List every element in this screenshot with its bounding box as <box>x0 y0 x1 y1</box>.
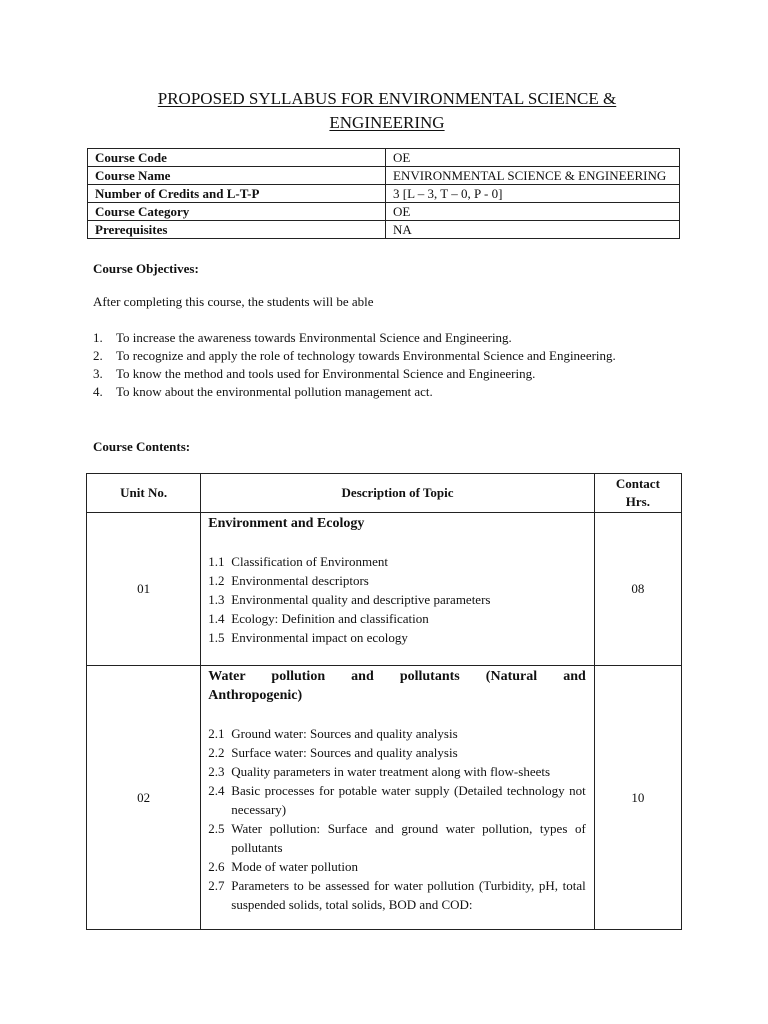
list-item <box>208 609 586 628</box>
topic-list <box>208 724 586 914</box>
unit-title: Environment and Ecology <box>208 516 365 531</box>
objective-number: 4. <box>93 384 103 399</box>
topic-text: Ecology: Definition and classification <box>231 611 429 626</box>
list-item <box>208 857 586 876</box>
list-item <box>208 552 586 571</box>
objectives-heading: Course Objectives: <box>93 261 199 276</box>
topic-text: Ground water: Sources and quality analysis <box>231 726 458 741</box>
topic-number: 2.6 <box>208 859 225 874</box>
unit-title-line-2: Anthropogenic) <box>208 688 303 703</box>
topic-number: 1.5 <box>208 630 225 645</box>
list-item <box>208 762 586 781</box>
credits-label: Number of Credits and L-T-P <box>88 185 386 203</box>
topic-text: Environmental descriptors <box>231 573 369 588</box>
topic-number: 1.2 <box>208 573 225 588</box>
list-item <box>93 329 675 347</box>
course-code-label: Course Code <box>88 149 386 167</box>
contents-heading: Course Contents: <box>93 439 191 454</box>
topic-number: 2.7 <box>208 878 225 893</box>
table-row <box>88 149 680 167</box>
title-line-2: ENGINEERING <box>329 113 445 132</box>
list-item <box>208 628 586 647</box>
unit-title-line-1: Water pollution and pollutants (Natural and <box>208 669 586 684</box>
topic-text: Mode of water pollution <box>231 859 359 874</box>
table-row <box>87 513 682 666</box>
list-item <box>208 743 586 762</box>
contact-hours-header-line-1: Contact <box>615 476 660 491</box>
topic-number: 2.2 <box>208 745 225 760</box>
topic-text: Parameters to be assessed for water pollution (Turbidity, pH, total suspended solids, total solids, BOD and COD: <box>231 878 586 912</box>
objective-number: 3. <box>93 366 103 381</box>
topic-number: 2.3 <box>208 764 225 779</box>
table-row <box>88 167 680 185</box>
table-row <box>88 185 680 203</box>
list-item <box>208 724 586 743</box>
list-item <box>93 365 675 383</box>
topic-text: Classification of Environment <box>231 554 388 569</box>
list-item <box>208 590 586 609</box>
unit-description <box>201 513 595 666</box>
course-code-value: OE <box>386 149 680 167</box>
contact-hours-header-line-2: Hrs. <box>625 494 650 509</box>
table-row <box>88 203 680 221</box>
list-item <box>208 876 586 914</box>
unit-number: 01 <box>87 513 201 666</box>
topic-number: 1.4 <box>208 611 225 626</box>
topic-number: 1.1 <box>208 554 225 569</box>
topic-number: 2.1 <box>208 726 225 741</box>
course-category-label: Course Category <box>88 203 386 221</box>
objective-text: To recognize and apply the role of technology towards Environmental Science and Engineering. <box>116 348 616 363</box>
objective-number: 2. <box>93 348 103 363</box>
prerequisites-value: NA <box>386 221 680 239</box>
course-info-table <box>87 148 680 239</box>
list-item <box>208 781 586 819</box>
topic-text: Environmental impact on ecology <box>231 630 408 645</box>
list-item <box>208 571 586 590</box>
list-item <box>93 383 675 401</box>
contact-hours-header <box>594 474 681 513</box>
prerequisites-label: Prerequisites <box>88 221 386 239</box>
unit-number: 02 <box>87 666 201 930</box>
table-header-row <box>87 474 682 513</box>
topic-number: 2.5 <box>208 821 225 836</box>
table-row <box>87 666 682 930</box>
course-category-value: OE <box>386 203 680 221</box>
description-header: Description of Topic <box>201 474 595 513</box>
table-row <box>88 221 680 239</box>
topic-number: 2.4 <box>208 783 225 798</box>
title-line-1: PROPOSED SYLLABUS FOR ENVIRONMENTAL SCIENCE & <box>157 89 617 108</box>
objectives-intro: After completing this course, the students will be able <box>93 294 374 309</box>
objectives-list <box>93 329 675 401</box>
unit-description <box>201 666 595 930</box>
objective-text: To know the method and tools used for Environmental Science and Engineering. <box>116 366 536 381</box>
course-contents-table <box>86 473 682 930</box>
topic-text: Basic processes for potable water supply (Detailed technology not necessary) <box>231 783 586 817</box>
topic-list <box>208 552 586 647</box>
objective-text: To know about the environmental pollution management act. <box>116 384 433 399</box>
list-item <box>208 819 586 857</box>
topic-text: Quality parameters in water treatment along with flow-sheets <box>231 764 551 779</box>
topic-text: Water pollution: Surface and ground water pollution, types of pollutants <box>231 821 586 855</box>
topic-text: Environmental quality and descriptive parameters <box>231 592 491 607</box>
topic-text: Surface water: Sources and quality analysis <box>231 745 458 760</box>
contact-hours: 10 <box>594 666 681 930</box>
contact-hours: 08 <box>594 513 681 666</box>
unit-title <box>208 667 586 705</box>
course-name-label: Course Name <box>88 167 386 185</box>
topic-number: 1.3 <box>208 592 225 607</box>
list-item <box>93 347 675 365</box>
objective-number: 1. <box>93 330 103 345</box>
course-name-value: ENVIRONMENTAL SCIENCE & ENGINEERING <box>386 167 680 185</box>
unit-no-header: Unit No. <box>87 474 201 513</box>
objective-text: To increase the awareness towards Environmental Science and Engineering. <box>116 330 512 345</box>
document-title <box>92 87 682 135</box>
credits-value: 3 [L – 3, T – 0, P - 0] <box>386 185 680 203</box>
